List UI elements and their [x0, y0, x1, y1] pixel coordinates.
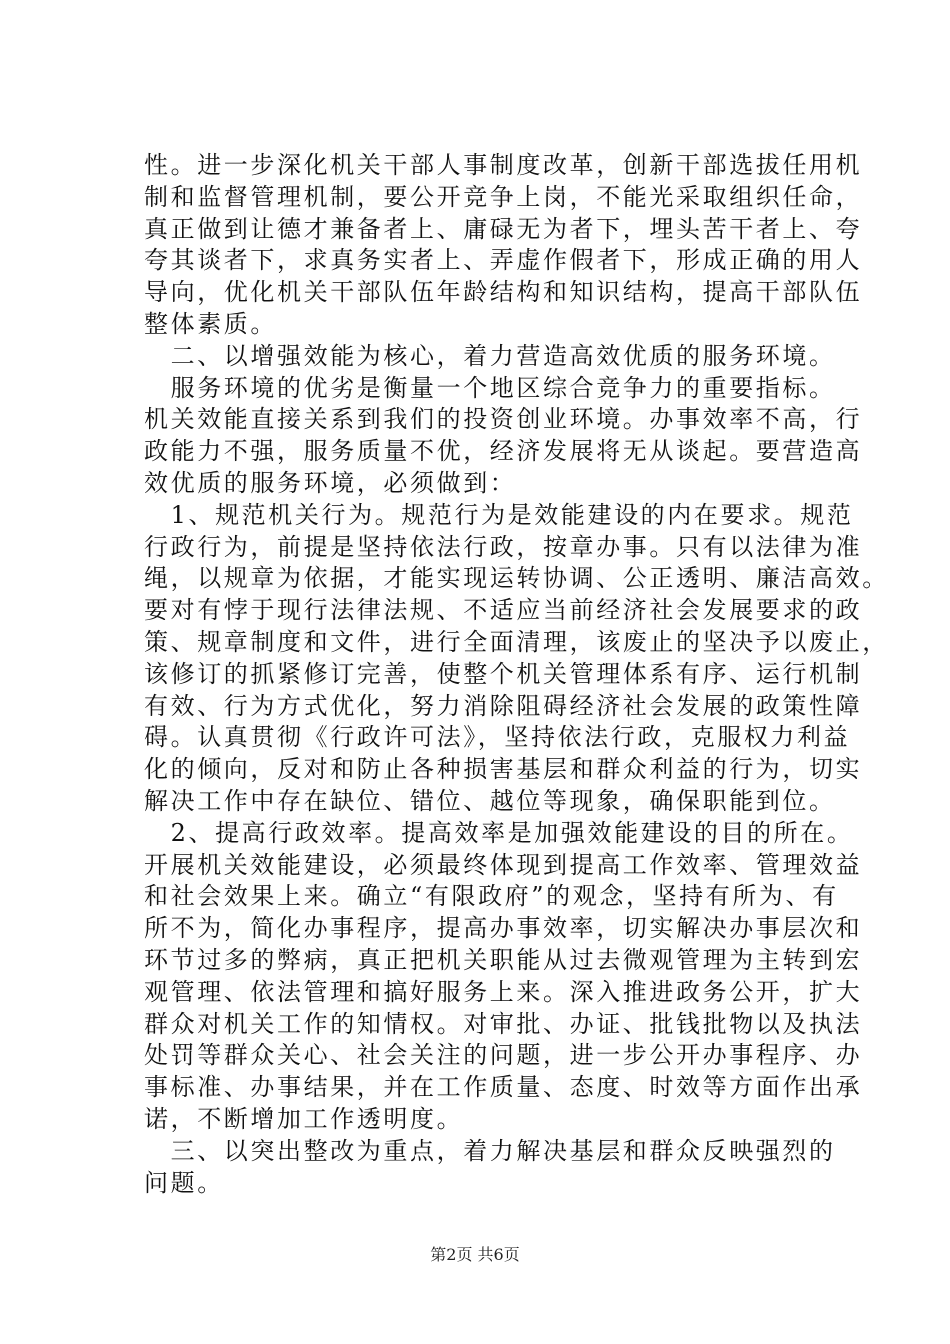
text-line: 观管理、依法管理和搞好服务上来。深入推进政务公开，扩大	[144, 977, 863, 1006]
text-line: 效优质的服务环境，必须做到：	[144, 468, 517, 497]
text-line: 2、提高行政效率。提高效率是加强效能建设的目的所在。	[144, 818, 854, 847]
text-line: 性。进一步深化机关干部人事制度改革，创新干部选拔任用机	[144, 151, 863, 179]
text-line: 问题。	[144, 1168, 224, 1197]
text-line: 化的倾向，反对和防止各种损害基层和群众利益的行为，切实	[144, 755, 863, 784]
text-line: 整体素质。	[144, 309, 277, 338]
text-line: 群众对机关工作的知情权。对审批、办证、批钱批物以及执法	[144, 1009, 863, 1038]
section-heading: 二、以增强效能为核心，着力营造高效优质的服务环境。	[144, 341, 836, 370]
body-text	[144, 150, 889, 1199]
text-line: 真正做到让德才兼备者上、庸碌无为者下，埋头苦干者上、夸	[144, 214, 863, 243]
text-line: 解决工作中存在缺位、错位、越位等现象，确保职能到位。	[144, 786, 836, 815]
text-line: 导向，优化机关干部队伍年龄结构和知识结构，提高干部队伍	[144, 278, 863, 307]
text-line: 政能力不强，服务质量不优，经济发展将无从谈起。要营造高	[144, 437, 863, 466]
text-line: 绳，以规章为依据，才能实现运转协调、公正透明、廉洁高效。	[144, 564, 889, 593]
text-line: 和社会效果上来。确立“有限政府”的观念，坚持有所为、有	[144, 882, 839, 911]
text-line: 制和监督管理机制，要公开竞争上岗，不能光采取组织任命，	[144, 182, 863, 211]
text-line: 行政行为，前提是坚持依法行政，按章办事。只有以法律为准	[144, 532, 863, 561]
page-number-footer: 第2页 共6页	[430, 1245, 520, 1264]
section-heading: 三、以突出整改为重点，着力解决基层和群众反映强烈的	[144, 1136, 836, 1165]
text-line: 处罚等群众关心、社会关注的问题，进一步公开办事程序、办	[144, 1041, 863, 1070]
text-line: 要对有悖于现行法律法规、不适应当前经济社会发展要求的政	[144, 596, 863, 625]
text-line: 诺，不断增加工作透明度。	[144, 1104, 464, 1133]
text-line: 1、规范机关行为。规范行为是效能建设的内在要求。规范	[144, 500, 854, 529]
text-line: 服务环境的优劣是衡量一个地区综合竞争力的重要指标。	[144, 373, 836, 402]
text-line: 环节过多的弊病，真正把机关职能从过去微观管理为主转到宏	[144, 945, 863, 974]
text-line: 碍。认真贯彻《行政许可法》，坚持依法行政，克服权力利益	[144, 723, 851, 752]
text-line: 开展机关效能建设，必须最终体现到提高工作效率、管理效益	[144, 850, 863, 879]
text-line: 有效、行为方式优化，努力消除阻碍经济社会发展的政策性障	[144, 691, 863, 720]
text-line: 夸其谈者下，求真务实者上、弄虚作假者下，形成正确的用人	[144, 246, 863, 275]
text-line: 策、规章制度和文件，进行全面清理，该废止的坚决予以废止，	[144, 627, 889, 656]
text-line: 该修订的抓紧修订完善，使整个机关管理体系有序、运行机制	[144, 659, 863, 688]
text-line: 机关效能直接关系到我们的投资创业环境。办事效率不高，行	[144, 405, 863, 434]
text-line: 事标准、办事结果，并在工作质量、态度、时效等方面作出承	[144, 1073, 863, 1102]
text-line: 所不为，简化办事程序，提高办事效率，切实解决办事层次和	[144, 914, 863, 943]
